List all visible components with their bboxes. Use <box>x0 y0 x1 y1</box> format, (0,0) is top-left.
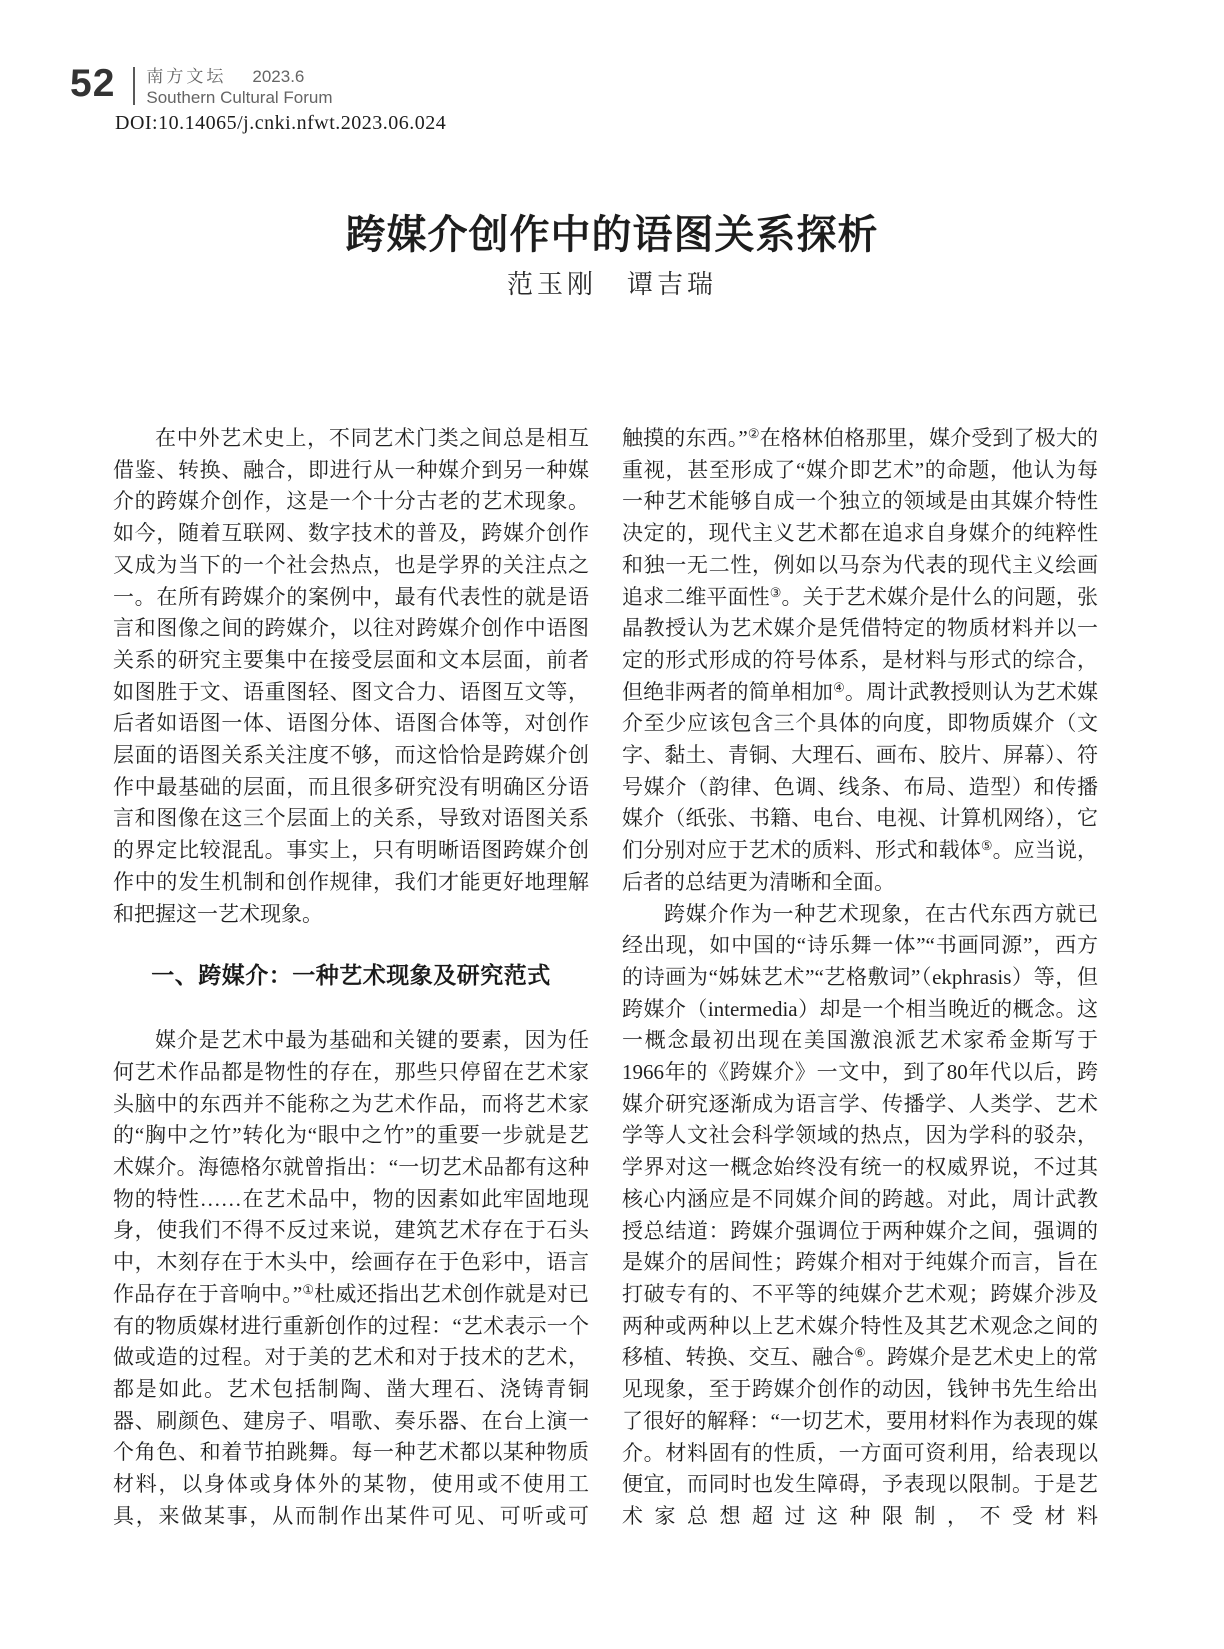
footnote-marker: ② <box>747 426 760 441</box>
footnote-marker: ③ <box>769 584 782 600</box>
footnote-marker: ⑤ <box>980 838 993 854</box>
paragraph-1: 在中外艺术史上，不同艺术门类之间总是相互借鉴、转换、融合，即进行从一种媒介到另一种媒介的跨媒介创作，这是一个十分古老的艺术现象。如今，随着互联网、数字技术的普及，跨媒介创作又成为当下的一个社会热点，也是学界的关注点之一。在所有跨媒介的案例中，最有代表性的就是语言和图像之间的跨媒介，以往对跨媒介创作中语图关系的研究主要集中在接受层面和文本层面，前者如图胜于文、语重图轻、图文合力、语图互文等，后者如语图一体、语图分体、语图合体等，对创作层面的语图关系关注度不够，而这恰恰是跨媒介创作中最基础的层面，而且很多研究没有明确区分语言和图像在这三个层面上的关系，导致对语图关系的界定比较混乱。事实上，只有明晰语图跨媒介创作中的发生机制和创作规律，我们才能更好地理解和把握这一艺术现象。 <box>113 426 589 926</box>
paragraph-3: 跨媒介作为一种艺术现象，在古代东西方就已经出现，如中国的“诗乐舞一体”“书画同源”，西方的诗画为“姊妹艺术”“艺格敷词”（ekphrasis）等，但跨媒介（intermedia）却是一个相当晚近的概念。这一概念最初出现在美国激浪派艺术家希金斯写于1966年的《跨媒介》一文中，到了80年代以后，跨媒介研究逐渐成为语言学、传播学、人类学、艺术学等人文社会科学领域的热点，因为学科的驳杂，学界对这一概念始终没有统一的权威界说，不过其核心内涵应是不同媒介间的跨越。对此，周计武教授总结道：跨媒介强调位于两种媒介之间，强调的是媒介的居间性；跨媒介相对于纯媒介而言，旨在打破专有的、不平等的纯媒介艺术观；跨媒介涉及两种或两种以上艺术媒介特性及其艺术观念之间的移植、转换、交互、融合⑥。跨媒介是艺术史上的常见现象，至于跨媒介创作的动因，钱钟书先生给出了很好的解释：“一切艺术，要用材料作为表现的媒介。材料固有的性质，一方面可资利用，给表现以便宜，而同时也发生障碍，予表现以限制。于是艺术家总想超过这种限制，不受材料 <box>622 901 1098 1528</box>
doi: DOI:10.14065/j.cnki.nfwt.2023.06.024 <box>115 112 447 134</box>
footnote-marker: ① <box>302 1281 315 1297</box>
section-1-heading: 一、跨媒介：一种艺术现象及研究范式 <box>151 962 551 989</box>
footnote-marker: ⑥ <box>854 1345 866 1361</box>
head-divider <box>133 67 135 105</box>
page-number: 52 <box>70 62 116 105</box>
journal-name-cn: 南方文坛 <box>146 67 227 86</box>
journal-block <box>146 62 332 108</box>
footnote-marker: ④ <box>833 679 845 695</box>
running-head <box>70 62 333 108</box>
article-body <box>113 423 1098 1537</box>
left-column <box>113 423 589 1537</box>
paragraph-2-right-part: 触摸的东西。”②在格林伯格那里，媒介受到了极大的重视，甚至形成了“媒介即艺术”的命题，他认为每一种艺术能够自成一个独立的领域是由其媒介特性决定的，现代主义艺术都在追求自身媒介的纯粹性和独一无二性，例如以马奈为代表的现代主义绘画追求二维平面性③。关于艺术媒介是什么的问题，张晶教授认为艺术媒介是凭借特定的物质材料并以一定的形式形成的符号体系，是材料与形式的综合，但绝非两者的简单相加④。周计武教授则认为艺术媒介至少应该包含三个具体的向度，即物质媒介（文字、黏土、青铜、大理石、画布、胶片、屏幕）、符号媒介（韵律、色调、线条、布局、造型）和传播媒介（纸张、书籍、电台、电视、计算机网络），它们分别对应于艺术的质料、形式和载体⑤。应当说，后者的总结更为清晰和全面。 <box>622 426 1098 894</box>
article-authors: 范玉刚 谭吉瑞 <box>506 270 717 299</box>
article-title: 跨媒介创作中的语图关系探析 <box>345 212 879 257</box>
journal-name-en: Southern Cultural Forum <box>146 88 333 107</box>
right-column <box>622 423 1098 1537</box>
paragraph-2-left-part: 媒介是艺术中最为基础和关键的要素，因为任何艺术作品都是物性的存在，那些只停留在艺术家头脑中的东西并不能称之为艺术作品，而将艺术家的“胸中之竹”转化为“眼中之竹”的重要一步就是艺术媒介。海德格尔就曾指出：“一切艺术品都有这种物的特性……在艺术品中，物的因素如此牢固地现身，使我们不得不反过来说，建筑艺术存在于石头中，木刻存在于木头中，绘画存在于色彩中，语言作品存在于音响中。”①杜威还指出艺术创作就是对已有的物质媒材进行重新创作的过程：“艺术表示一个做或造的过程。对于美的艺术和对于技术的艺术，都是如此。艺术包括制陶、凿大理石、浇铸青铜器、刷颜色、建房子、唱歌、奏乐器、在台上演一个角色、和着节拍跳舞。每一种艺术都以某种物质材料，以身体或身体外的某物，使用或不使用工具，来做某事，从而制作出某件可见、可听或可 <box>113 1028 589 1528</box>
journal-issue: 2023.6 <box>252 67 305 86</box>
